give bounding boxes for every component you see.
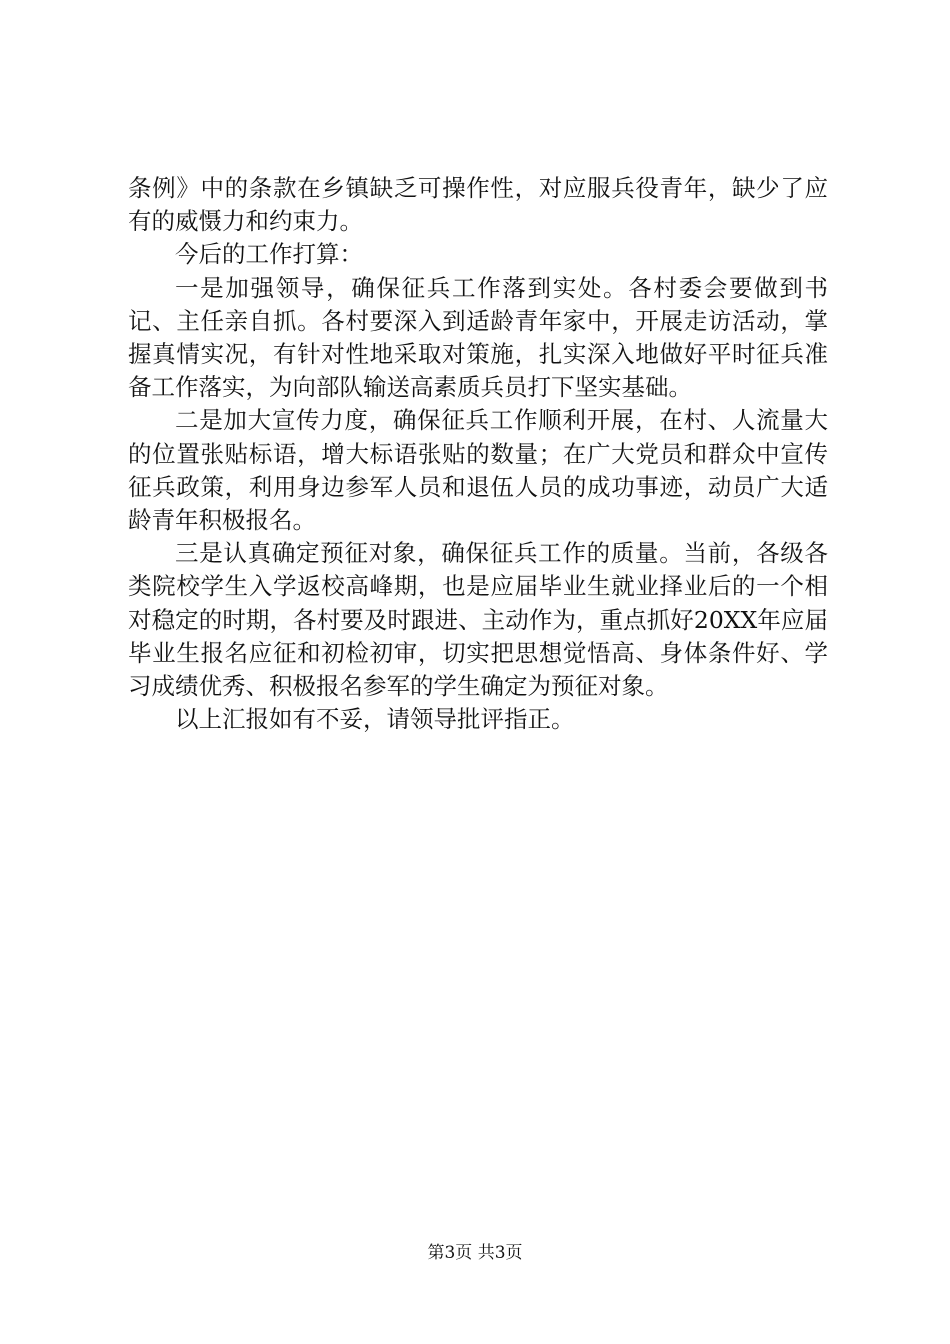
page-footer: 第3页 共3页 — [427, 1243, 523, 1263]
paragraph-closing: 以上汇报如有不妥，请领导批评指正。 — [175, 705, 575, 734]
paragraph-continuation: 条例》中的条款在乡镇缺乏可操作性，对应服兵役青年，缺少了应有的威慑力和约束力。 — [128, 174, 828, 236]
paragraph-point-three: 三是认真确定预征对象，确保征兵工作的质量。当前，各级各类院校学生入学返校高峰期，也是应届毕业生就业择业后的一个相对稳定的时期，各村要及时跟进、主动作为，重点抓好20XX年应届毕业生报名应征和初检初审，切实把思想觉悟高、身体条件好、学习成绩优秀、积极报名参军的学生确定为预征对象。 — [128, 539, 828, 701]
paragraph-point-one: 一是加强领导，确保征兵工作落到实处。各村委会要做到书记、主任亲自抓。各村要深入到适龄青年家中，开展走访活动，掌握真情实况，有针对性地采取对策施，扎实深入地做好平时征兵准备工作落实，为向部队输送高素质兵员打下坚实基础。 — [128, 273, 828, 402]
document-body — [128, 172, 828, 736]
paragraph-plan-heading: 今后的工作打算： — [175, 240, 363, 269]
paragraph-point-two: 二是加大宣传力度，确保征兵工作顺利开展，在村、人流量大的位置张贴标语，增大标语张贴的数量；在广大党员和群众中宣传征兵政策，利用身边参军人员和退伍人员的成功事迹，动员广大适龄青年积极报名。 — [128, 406, 828, 535]
